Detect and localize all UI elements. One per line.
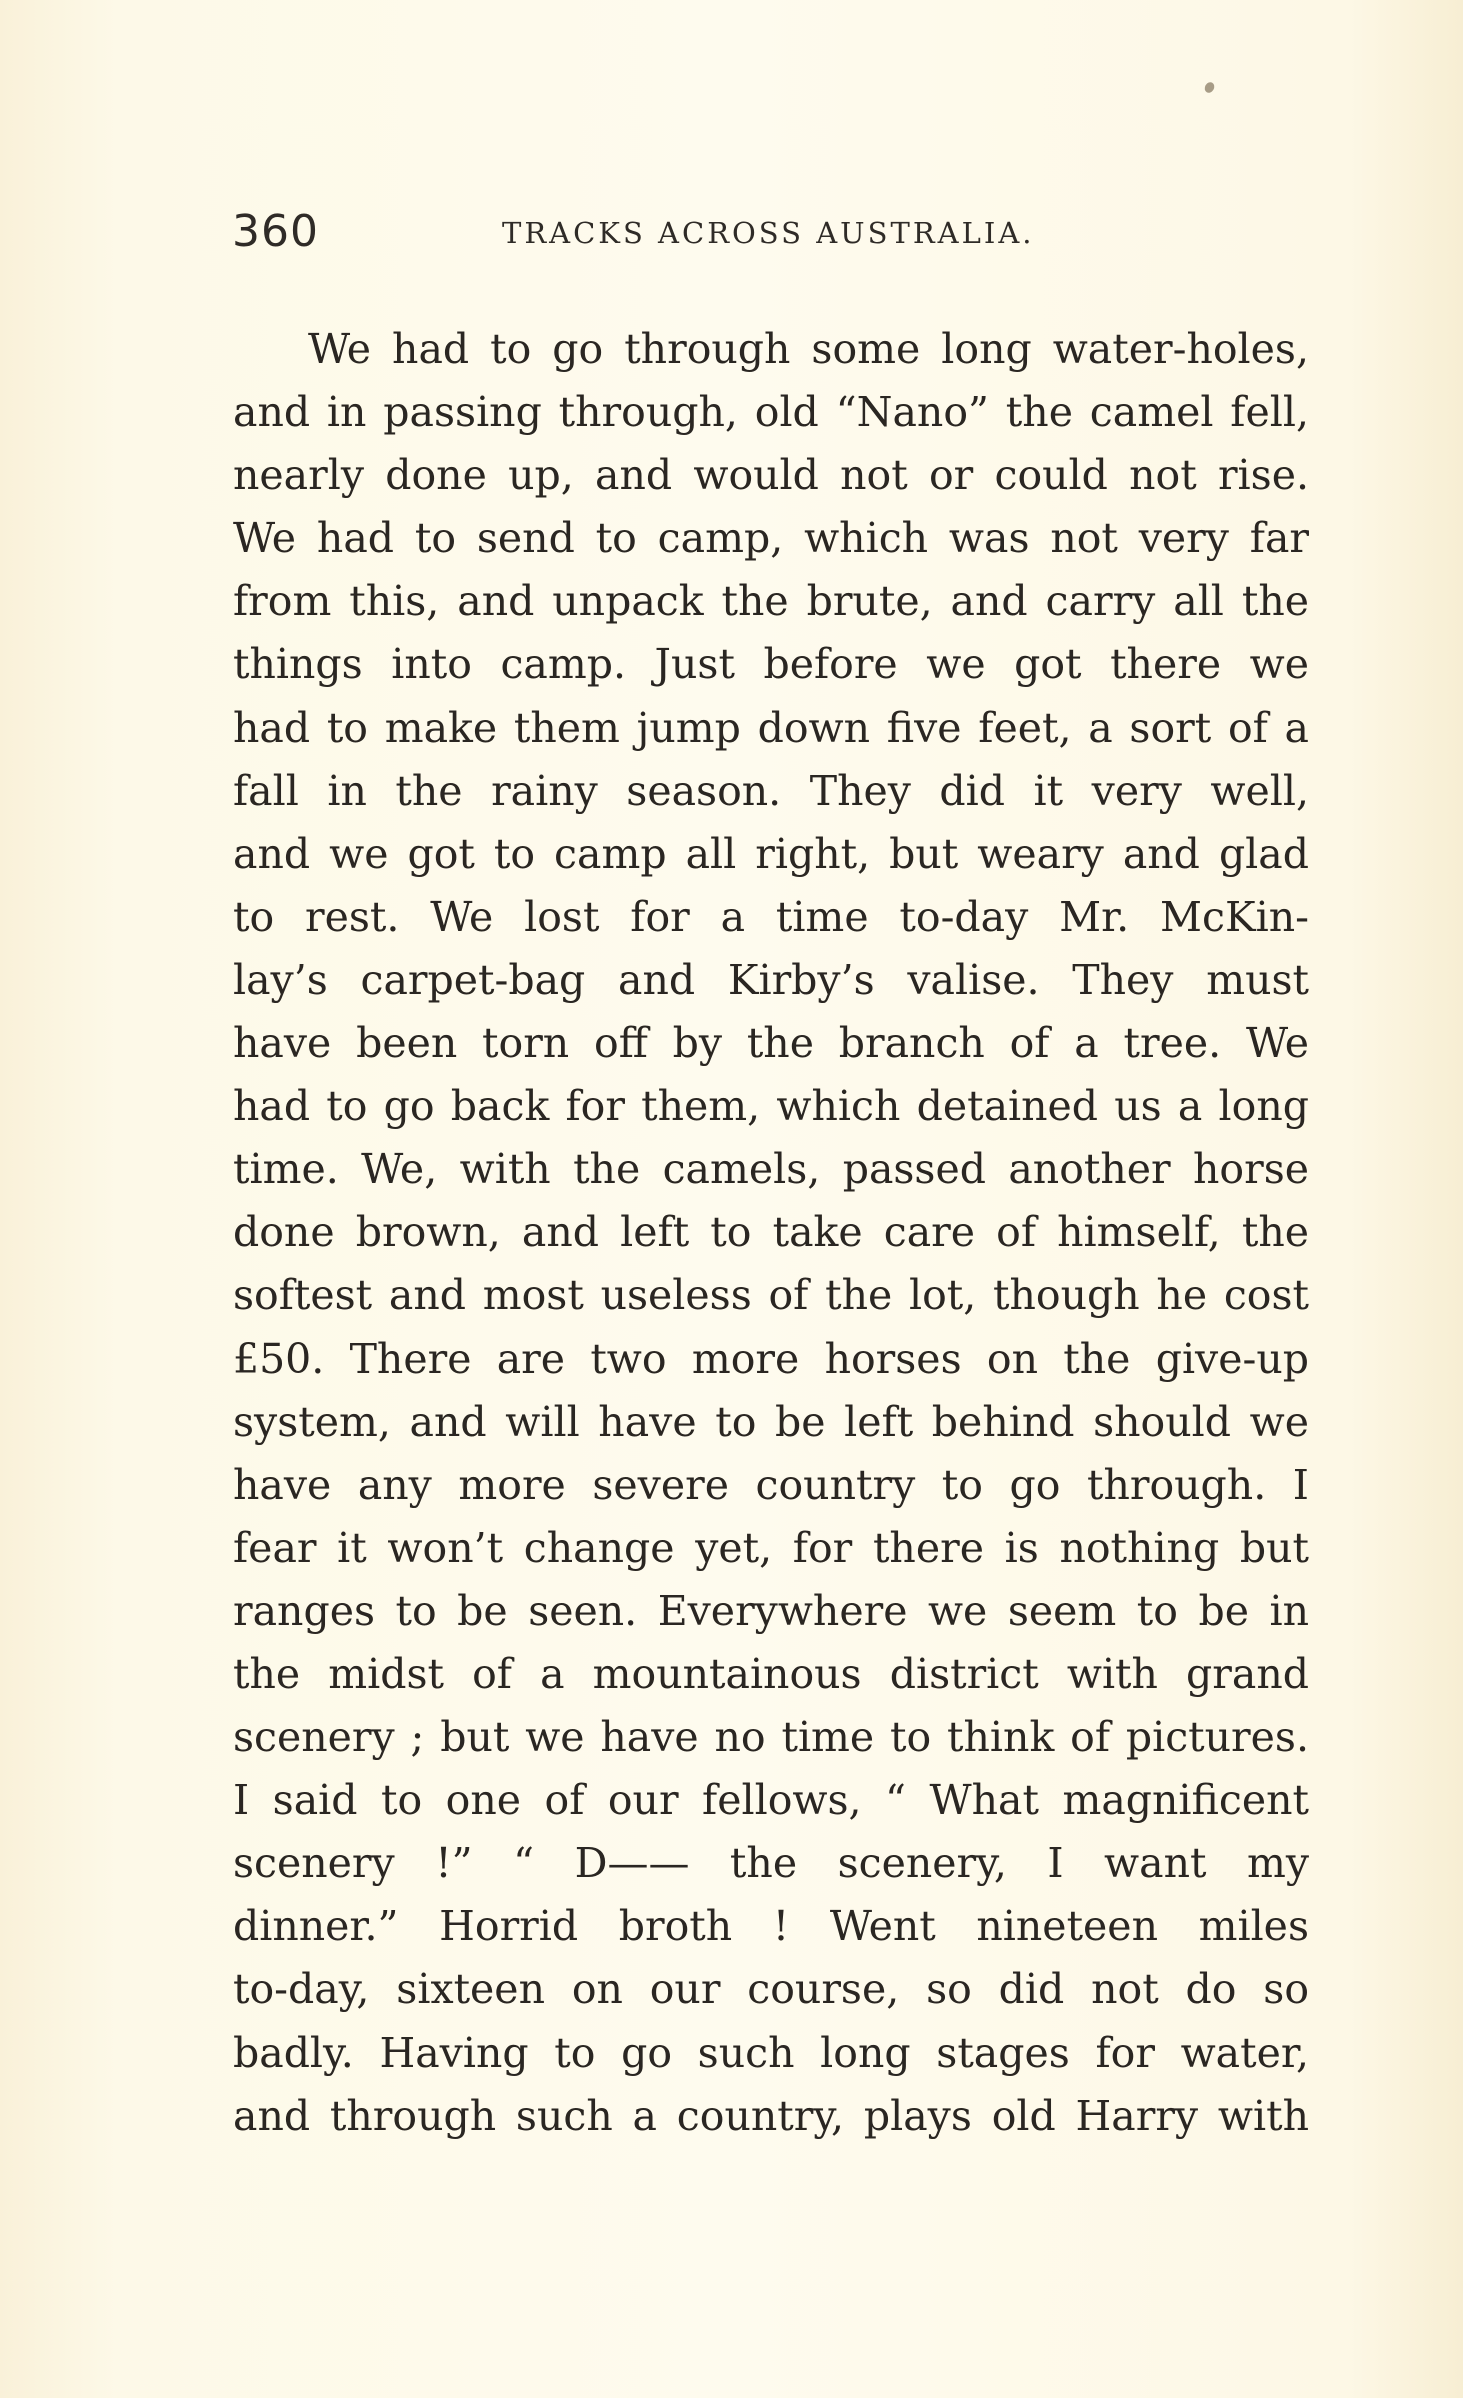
- text-line: the midst of a mountainous district with grand: [233, 1649, 1309, 1698]
- text-line: had to make them jump down five feet, a sort of a: [233, 703, 1309, 752]
- text-line: and through such a country, plays old Harry with: [233, 2091, 1309, 2140]
- text-line: £50. There are two more horses on the give-up: [233, 1334, 1309, 1383]
- text-line: lay’s carpet-bag and Kirby’s valise. They must: [233, 955, 1309, 1004]
- text-line: and in passing through, old “Nano” the camel fell,: [233, 388, 1309, 437]
- text-line: I said to one of our fellows, “ What magnificent: [233, 1776, 1309, 1825]
- text-line: done brown, and left to take care of himself, the: [233, 1208, 1309, 1257]
- page-number: 360: [232, 206, 319, 257]
- text-line: have been torn off by the branch of a tree. We: [233, 1019, 1309, 1068]
- running-title: TRACKS ACROSS AUSTRALIA.: [502, 216, 1035, 250]
- text-line: time. We, with the camels, passed another horse: [233, 1145, 1309, 1194]
- text-line: scenery ; but we have no time to think of pictures.: [233, 1713, 1309, 1762]
- text-line: to rest. We lost for a time to-day Mr. McKin-: [233, 892, 1309, 941]
- body-text: [233, 318, 1309, 2148]
- text-line: badly. Having to go such long stages for water,: [233, 2028, 1309, 2077]
- text-line: ranges to be seen. Everywhere we seem to be in: [233, 1586, 1309, 1635]
- text-line: softest and most useless of the lot, though he cost: [233, 1271, 1309, 1320]
- text-line: fear it won’t change yet, for there is nothing but: [233, 1523, 1309, 1572]
- ink-speck: [1203, 80, 1216, 94]
- text-line: had to go back for them, which detained us a long: [233, 1082, 1309, 1131]
- text-line: We had to send to camp, which was not very far: [233, 514, 1309, 563]
- text-line: system, and will have to be left behind should we: [233, 1397, 1309, 1446]
- text-line: dinner.” Horrid broth ! Went nineteen miles: [233, 1902, 1309, 1951]
- text-line: and we got to camp all right, but weary and glad: [233, 829, 1309, 878]
- text-line: from this, and unpack the brute, and carry all the: [233, 577, 1309, 626]
- text-line: to-day, sixteen on our course, so did not do so: [233, 1965, 1309, 2014]
- text-line: fall in the rainy season. They did it very well,: [233, 766, 1309, 815]
- text-line: scenery !” “ D—— the scenery, I want my: [233, 1839, 1309, 1888]
- text-line: nearly done up, and would not or could not rise.: [233, 451, 1309, 500]
- text-line: have any more severe country to go through. I: [233, 1460, 1309, 1509]
- text-line: things into camp. Just before we got there we: [233, 640, 1309, 689]
- page-header: [232, 206, 1312, 266]
- text-line: We had to go through some long water-holes,: [308, 325, 1309, 373]
